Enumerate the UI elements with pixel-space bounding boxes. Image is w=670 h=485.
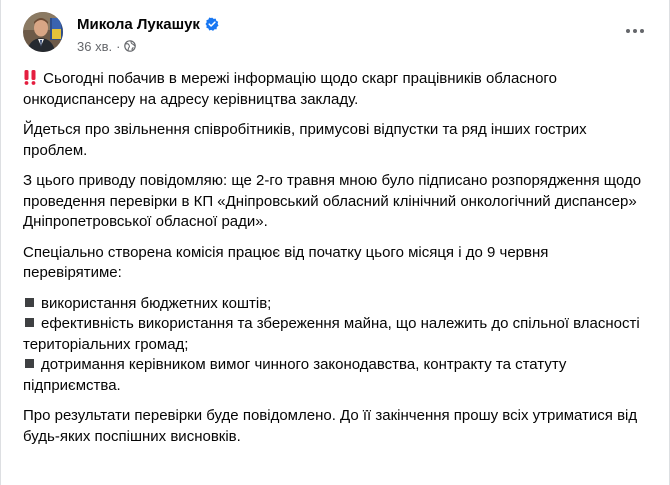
post-meta xyxy=(77,38,219,54)
post-paragraph: Про результати перевірки буде повідомлено. До її закінчення прошу всіх утриматися від будь-яких поспішних висновків. xyxy=(23,407,638,445)
more-options-icon xyxy=(625,28,645,34)
author-line xyxy=(77,14,219,34)
list-item-text: використання бюджетних коштів; xyxy=(41,294,272,312)
bullet-square-icon xyxy=(25,318,34,327)
double-exclamation-icon xyxy=(23,69,37,85)
post-paragraph-text: Сьогодні побачив в мережі інформацію щодо скарг працівників обласного онкодиспансеру на адресу керівництва закладу. xyxy=(23,70,557,108)
more-options-button[interactable] xyxy=(620,19,650,43)
meta-separator: · xyxy=(116,38,121,54)
bullet-list xyxy=(23,294,643,397)
list-item-text: ефективність використання та збереження майна, що належить до спільної власності територіальних громад; xyxy=(23,315,640,353)
post-header xyxy=(16,11,654,59)
avatar[interactable] xyxy=(23,12,63,52)
list-item xyxy=(23,294,643,315)
list-item xyxy=(23,314,643,355)
list-item xyxy=(23,355,643,396)
post-timestamp[interactable]: 36 хв. xyxy=(77,38,113,54)
bullet-square-icon xyxy=(25,298,34,307)
post-paragraph: Йдеться про звільнення співробітників, примусові відпустки та ряд інших гострих проблем. xyxy=(23,121,587,159)
bullet-square-icon xyxy=(25,359,34,368)
list-item-text: дотримання керівником вимог чинного законодавства, контракту та статуту підприємства. xyxy=(23,356,567,394)
author-block xyxy=(77,14,219,54)
author-name[interactable]: Микола Лукашук xyxy=(77,15,200,33)
truncated-next-line xyxy=(23,478,253,485)
post-paragraph: З цього приводу повідомляю: ще 2-го травня мною було підписано розпорядження щодо проведення перевірки в КП «Дніпровський обласний клінічний онкологічний диспансер» Дніпропетровської обласної ради». xyxy=(23,172,642,230)
globe-icon[interactable] xyxy=(124,40,136,52)
post-content xyxy=(23,69,643,457)
post-paragraph: Спеціально створена комісія працює від початку цього місяця і до 9 червня перевірятиме: xyxy=(23,243,549,281)
verified-badge-icon xyxy=(205,17,219,31)
avatar-image xyxy=(23,12,63,52)
post-paragraph xyxy=(23,69,643,110)
